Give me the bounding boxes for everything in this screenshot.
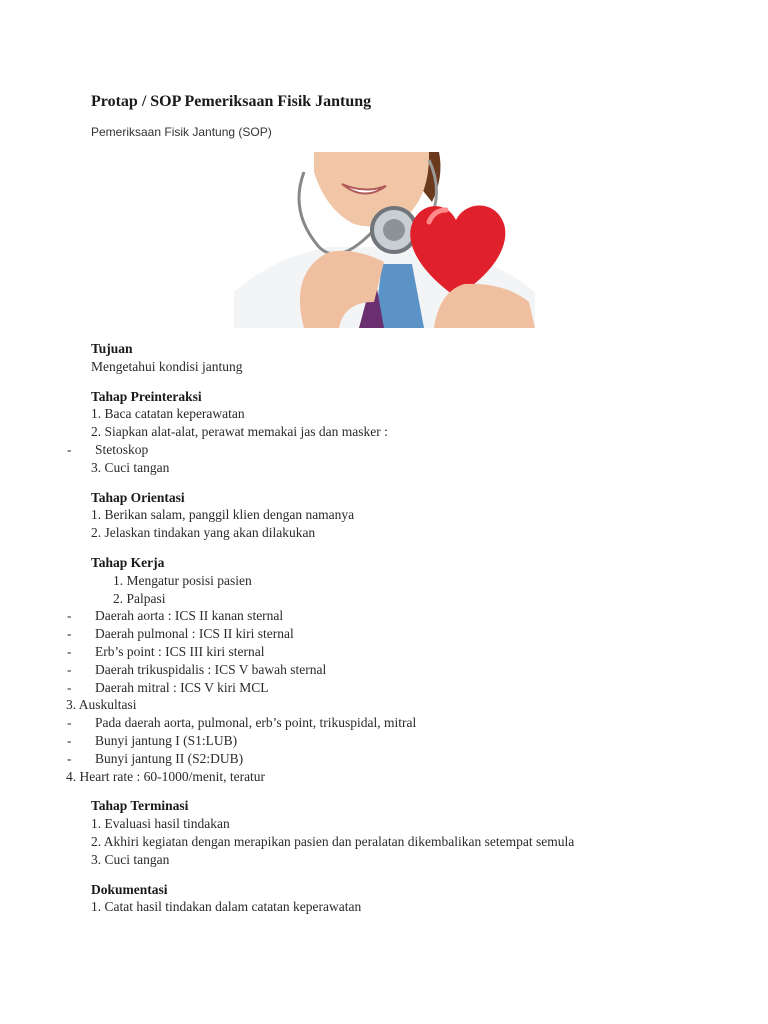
- list-item: 1. Mengatur posisi pasien: [113, 572, 252, 588]
- list-item: 2. Siapkan alat-alat, perawat memakai jas dan masker :: [91, 424, 388, 440]
- list-item-text: Stetoskop: [95, 441, 149, 457]
- list-item: [0, 661, 768, 679]
- list-item-text: Daerah mitral : ICS V kiri MCL: [95, 679, 269, 695]
- list-item-text: Daerah trikuspidalis : ICS V bawah sternal: [95, 661, 327, 677]
- list-item-text: Bunyi jantung I (S1:LUB): [95, 732, 238, 748]
- heading-tujuan: Tujuan: [91, 341, 133, 356]
- list-item: [0, 625, 768, 643]
- dash-bullet: -: [67, 643, 72, 659]
- heading-terminasi: Tahap Terminasi: [91, 798, 189, 814]
- list-item: 2. Jelaskan tindakan yang akan dilakukan: [91, 525, 316, 541]
- list-item-text: Daerah pulmonal : ICS II kiri sternal: [95, 626, 294, 642]
- list-item: [0, 679, 768, 697]
- tujuan-text: Mengetahui kondisi jantung: [91, 358, 243, 374]
- dash-bullet: -: [67, 608, 72, 624]
- list-item: 2. Palpasi: [113, 590, 166, 606]
- list-item: [0, 643, 768, 661]
- dash-bullet: -: [67, 715, 72, 731]
- list-item-text: Bunyi jantung II (S2:DUB): [95, 750, 244, 766]
- list-item: [0, 732, 768, 750]
- dash-bullet: -: [67, 732, 72, 748]
- dash-bullet: -: [67, 441, 72, 457]
- list-item: 4. Heart rate : 60-1000/menit, teratur: [66, 768, 266, 784]
- list-item: [0, 714, 768, 732]
- heading-preinteraksi: Tahap Preinteraksi: [91, 388, 202, 404]
- heading-kerja: Tahap Kerja: [91, 554, 165, 570]
- dash-bullet: -: [67, 661, 72, 677]
- list-item: [0, 750, 768, 768]
- list-item-text: Erb’s point : ICS III kiri sternal: [95, 643, 265, 659]
- dash-bullet: -: [67, 679, 72, 695]
- list-item: 1. Evaluasi hasil tindakan: [91, 816, 230, 832]
- list-item-text: Pada daerah aorta, pulmonal, erb’s point, trikuspidal, mitral: [95, 715, 417, 731]
- list-item: 1. Catat hasil tindakan dalam catatan keperawatan: [91, 899, 362, 915]
- list-item-text: Daerah aorta : ICS II kanan sternal: [95, 608, 284, 624]
- list-item: 2. Akhiri kegiatan dengan merapikan pasien dan peralatan dikembalikan setempat semula: [91, 833, 575, 849]
- list-item: 1. Berikan salam, panggil klien dengan namanya: [91, 507, 355, 523]
- dash-bullet: -: [67, 626, 72, 642]
- list-item: [0, 607, 768, 625]
- page-title: Protap / SOP Pemeriksaan Fisik Jantung: [91, 93, 372, 110]
- dash-bullet: -: [67, 750, 72, 766]
- list-item: [0, 441, 768, 459]
- heading-dokumentasi: Dokumentasi: [91, 881, 168, 897]
- list-item: 3. Auskultasi: [66, 697, 137, 713]
- doctor-with-stethoscope-and-heart-image: [234, 152, 535, 328]
- page-subtitle: Pemeriksaan Fisik Jantung (SOP): [91, 125, 272, 139]
- list-item: 1. Baca catatan keperawatan: [91, 406, 245, 422]
- heading-orientasi: Tahap Orientasi: [91, 489, 185, 505]
- document-body: [0, 340, 768, 916]
- list-item: 3. Cuci tangan: [91, 851, 170, 867]
- list-item: 3. Cuci tangan: [91, 459, 170, 475]
